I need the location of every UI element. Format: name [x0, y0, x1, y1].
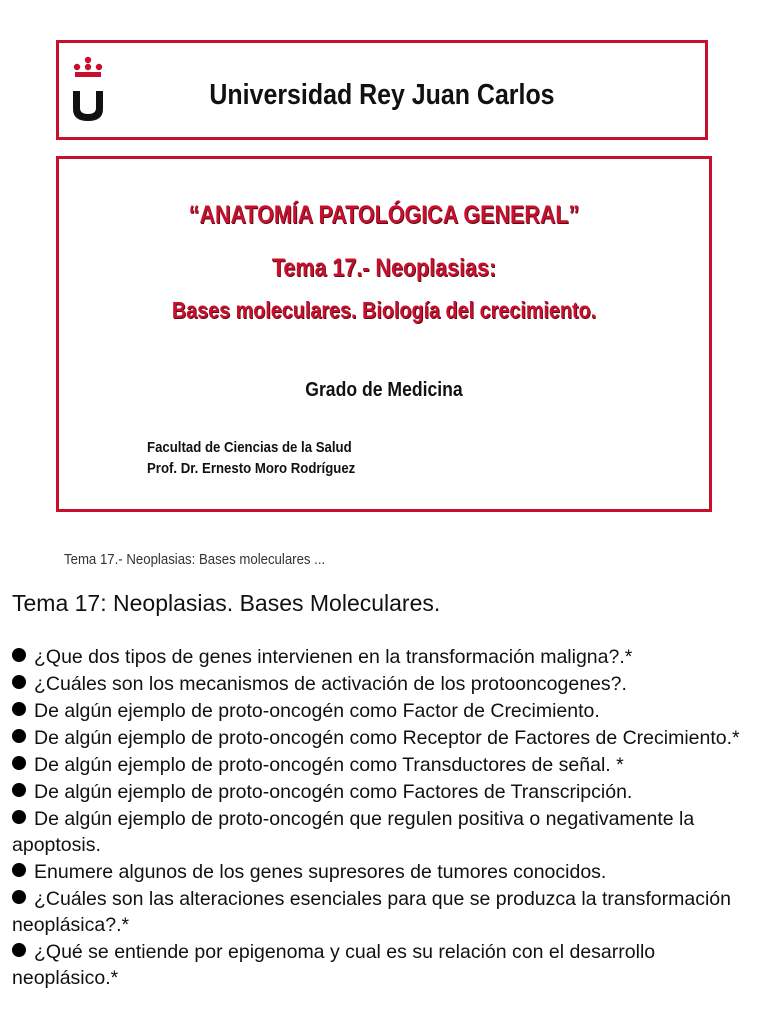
- list-item: De algún ejemplo de proto-oncogén como Receptor de Factores de Crecimiento.*: [12, 725, 762, 751]
- list-item: ¿Que dos tipos de genes intervienen en la transformación maligna?.*: [12, 644, 762, 670]
- course-title: “ANATOMÍA PATOLÓGICA GENERAL”: [188, 201, 580, 229]
- list-item: ¿Qué se entiende por epigenoma y cual es su relación con el desarrollo neoplásico.*: [12, 941, 656, 989]
- bullet-icon: [12, 675, 26, 689]
- topic-title: Tema 17.- Neoplasias:: [271, 254, 497, 282]
- course-title-block: [56, 156, 712, 512]
- bullet-icon: [12, 648, 26, 662]
- bullet-icon: [12, 943, 26, 957]
- question-list: [12, 644, 762, 992]
- faculty-name: Facultad de Ciencias de la Salud: [147, 439, 352, 456]
- list-item: ¿Cuáles son las alteraciones esenciales para que se produzca la transformación neoplásica?.*: [12, 888, 731, 936]
- list-item: De algún ejemplo de proto-oncogén que regulen positiva o negativamente la apoptosis.: [12, 808, 695, 856]
- list-item: De algún ejemplo de proto-oncogén como Factores de Transcripción.: [12, 779, 762, 805]
- university-header: [56, 40, 708, 140]
- degree-name: Grado de Medicina: [305, 379, 463, 401]
- bullet-icon: [12, 863, 26, 877]
- bullet-icon: [12, 756, 26, 770]
- topic-subtitle: Bases moleculares. Biología del crecimiento.: [171, 297, 597, 323]
- bullet-icon: [12, 729, 26, 743]
- section-title: Tema 17: Neoplasias. Bases Moleculares.: [12, 590, 441, 616]
- credits: [147, 437, 355, 479]
- bullet-icon: [12, 702, 26, 716]
- list-item: ¿Cuáles son los mecanismos de activación de los protooncogenes?.: [12, 671, 762, 697]
- bullet-icon: [12, 783, 26, 797]
- running-head: Tema 17.- Neoplasias: Bases moleculares ...: [64, 551, 326, 568]
- professor-name: Prof. Dr. Ernesto Moro Rodríguez: [147, 460, 356, 477]
- list-item: De algún ejemplo de proto-oncogén como Transductores de señal. *: [12, 752, 762, 778]
- list-item: Enumere algunos de los genes supresores de tumores conocidos.: [12, 859, 762, 885]
- bullet-icon: [12, 890, 26, 904]
- urjc-logo-icon: [69, 55, 107, 125]
- list-item: De algún ejemplo de proto-oncogén como Factor de Crecimiento.: [12, 698, 762, 724]
- bullet-icon: [12, 810, 26, 824]
- university-name: Universidad Rey Juan Carlos: [209, 79, 555, 111]
